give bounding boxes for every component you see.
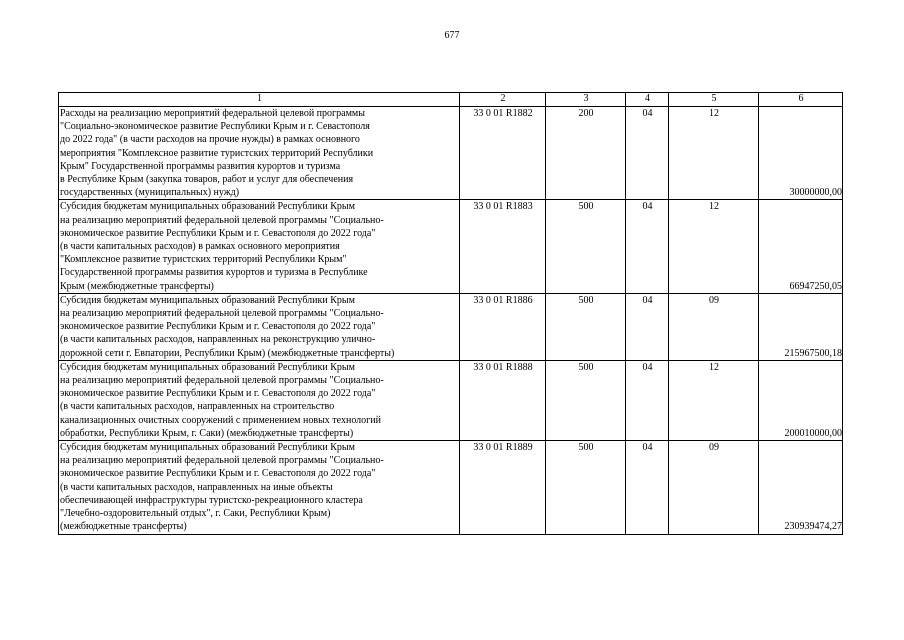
- header-cell: 2: [460, 93, 546, 107]
- header-cell: 6: [759, 93, 843, 107]
- row-expense-type: 500: [546, 293, 626, 360]
- row-subsection: 12: [669, 200, 759, 293]
- header-cell: 3: [546, 93, 626, 107]
- row-subsection: 12: [669, 360, 759, 440]
- row-expense-type: 500: [546, 200, 626, 293]
- page-number: 677: [444, 30, 460, 41]
- header-cell: 5: [669, 93, 759, 107]
- budget-table: [58, 92, 843, 535]
- row-amount: 66947250,05: [759, 200, 843, 293]
- table-row: [59, 200, 843, 293]
- row-section: 04: [626, 107, 669, 200]
- row-section: 04: [626, 200, 669, 293]
- row-section: 04: [626, 441, 669, 534]
- table-header-row: [59, 93, 843, 107]
- row-code: 33 0 01 R1882: [460, 107, 546, 200]
- table-row: [59, 360, 843, 440]
- row-subsection: 09: [669, 441, 759, 534]
- row-description: Расходы на реализацию мероприятий федеральной целевой программы "Социально-экономическое развитие Республики Крым и г. Севастополя до 2022 года" (в части расходов на прочие нужды) в рамках основного мероприятия "Комплексное развитие туристских территорий Республики Крым" Государственной программы развития курортов и туризма в Республике Крым (закупка товаров, работ и услуг для обеспечения государственных (муниципальных) нужд): [59, 107, 460, 200]
- row-expense-type: 500: [546, 441, 626, 534]
- row-amount: 200010000,00: [759, 360, 843, 440]
- row-code: 33 0 01 R1883: [460, 200, 546, 293]
- header-cell: 4: [626, 93, 669, 107]
- row-code: 33 0 01 R1886: [460, 293, 546, 360]
- row-code: 33 0 01 R1888: [460, 360, 546, 440]
- row-expense-type: 500: [546, 360, 626, 440]
- row-amount: 230939474,27: [759, 441, 843, 534]
- row-description: Субсидия бюджетам муниципальных образований Республики Крым на реализацию мероприятий федеральной целевой программы "Социально- экономическое развитие Республики Крым и г. Севастополя до 2022 года" (в части капитальных расходов, направленных на иные объекты обеспечивающей инфраструктуры туристско-рекреационного кластера "Лечебно-оздоровительный отдых", г. Саки, Республики Крым) (межбюджетные трансферты): [59, 441, 460, 534]
- row-section: 04: [626, 360, 669, 440]
- row-subsection: 09: [669, 293, 759, 360]
- row-section: 04: [626, 293, 669, 360]
- row-description: Субсидия бюджетам муниципальных образований Республики Крым на реализацию мероприятий федеральной целевой программы "Социально- экономическое развитие Республики Крым и г. Севастополя до 2022 года" (в части капитальных расходов, направленных на реконструкцию улично- дорожной сети г. Евпатории, Республики Крым) (межбюджетные трансферты): [59, 293, 460, 360]
- table-row: [59, 107, 843, 200]
- header-cell: 1: [59, 93, 460, 107]
- row-subsection: 12: [669, 107, 759, 200]
- table-row: [59, 441, 843, 534]
- row-description: Субсидия бюджетам муниципальных образований Республики Крым на реализацию мероприятий федеральной целевой программы "Социально- экономическое развитие Республики Крым и г. Севастополя до 2022 года" (в части капитальных расходов, направленных на строительство канализационных очистных сооружений с применением новых технологий обработки, Республики Крым, г. Саки) (межбюджетные трансферты): [59, 360, 460, 440]
- row-description: Субсидия бюджетам муниципальных образований Республики Крым на реализацию мероприятий федеральной целевой программы "Социально- экономическое развитие Республики Крым и г. Севастополя до 2022 года" (в части капитальных расходов) в рамках основного мероприятия "Комплексное развитие туристских территорий Республики Крым" Государственной программы развития курортов и туризма в Республике Крым (межбюджетные трансферты): [59, 200, 460, 293]
- row-expense-type: 200: [546, 107, 626, 200]
- row-amount: 215967500,18: [759, 293, 843, 360]
- row-amount: 30000000,00: [759, 107, 843, 200]
- table-row: [59, 293, 843, 360]
- row-code: 33 0 01 R1889: [460, 441, 546, 534]
